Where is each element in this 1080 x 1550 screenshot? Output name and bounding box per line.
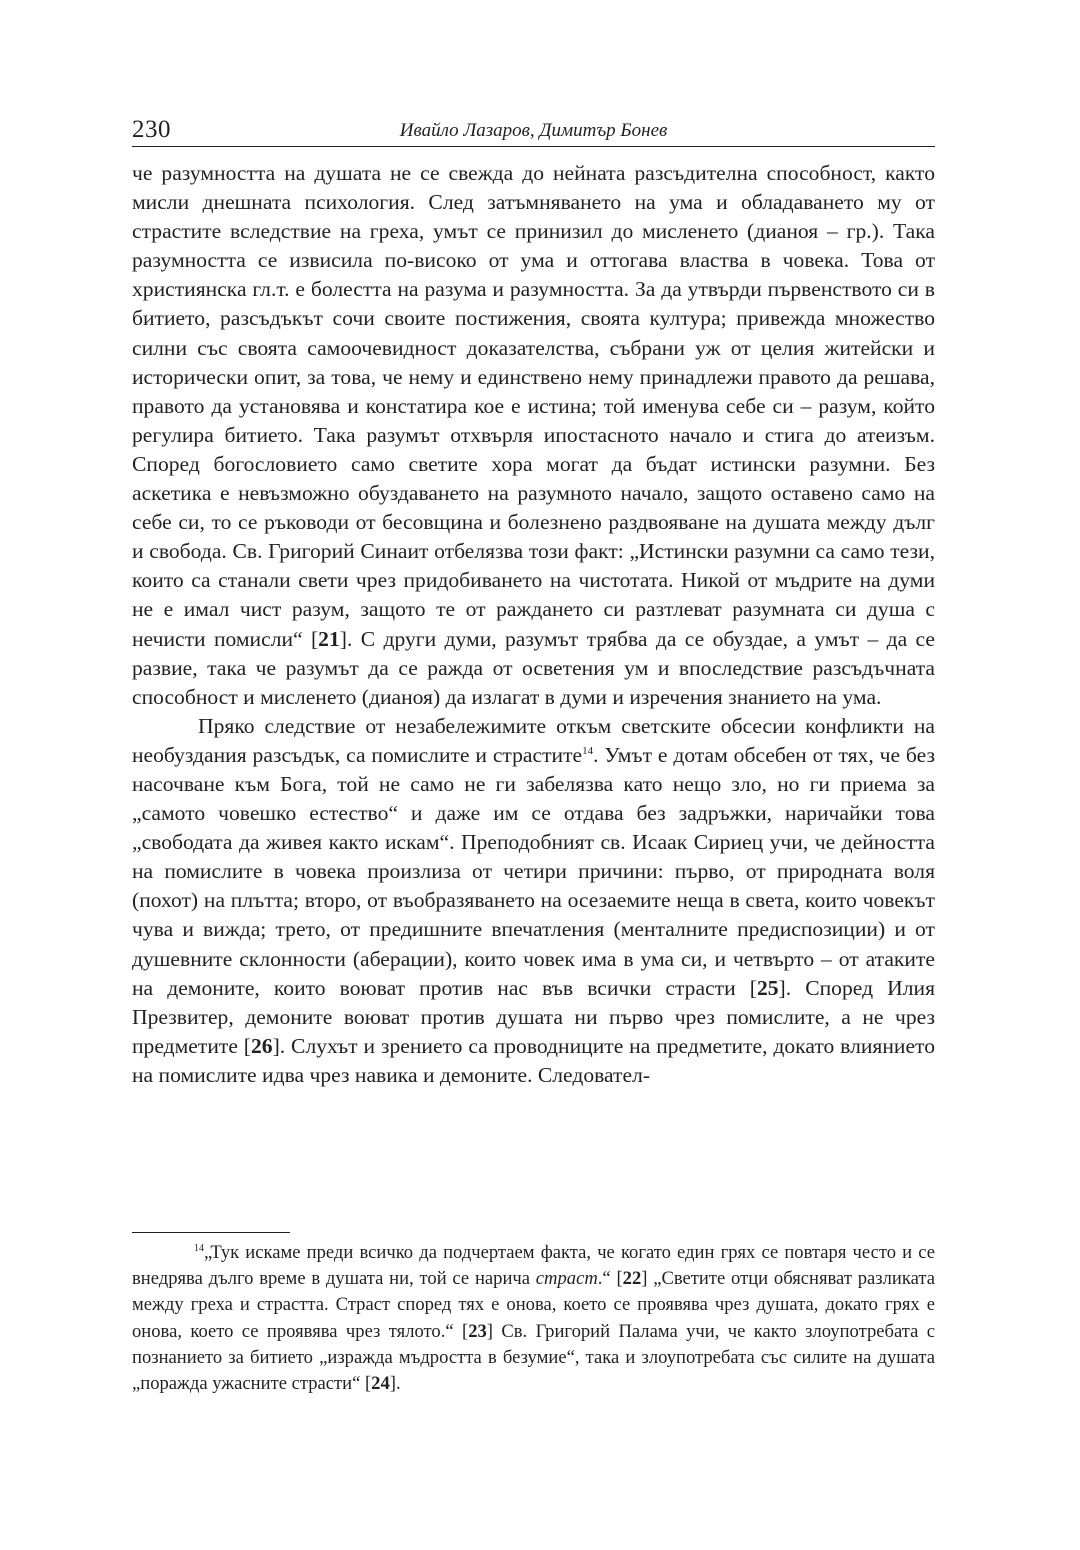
footnote-14 [132, 1240, 935, 1397]
footnote-emphasis: страст [535, 1268, 598, 1290]
footnote-number: 14 [194, 1242, 204, 1254]
paragraph-2-text-b: . Умът е дотам обсебен от тях, че без насочване към Бога, той не само не ги забелязва като нещо зло, но ги приема за „самото човешко естество“ и даже им се отдава без задръжки, наричайки това „свободата да живея както искам“. Преподобният св. Исаак Сириец учи, че дейността на помислите в човека произлиза от четири причини: първо, от природната воля (похот) на плътта; второ, от въобразяването на осезаемите неща в света, които човекът чува и вижда; трето, от предишните впечатления (менталните предиспозиции) и от душевните склонности (аберации), които човек има в ума си, и четвърто – от атаките на демоните, които воюват против нас във всички страсти [ [132, 742, 935, 1000]
footnote-text-c: ] „Светите отци обясняват разликата между греха и страстта. Страст според тях е онова, което се проявява чрез душата, докато грях е онова, което се проявява чрез тялото.“ [ [132, 1268, 935, 1342]
footnote-text-b: .“ [ [597, 1268, 623, 1290]
running-header [132, 114, 935, 147]
footnote-separator [132, 1232, 290, 1233]
citation-ref-22: 22 [622, 1268, 642, 1290]
citation-ref-21: 21 [318, 626, 340, 651]
paragraph-1-text-a: че разумността на душата не се свежда до нейната разсъдителна способност, както мисли днешната психология. След затъмняването на ума и обладаването му от страстите вследствие на греха, умът се принизил до мисленето (дианоя – гр.). Така разумността се извисила по-високо от ума и оттогава властва в човека. Това от християнска гл.т. е болестта на разума и разумността. За да утвърди първенството си в битието, разсъдъкът сочи своите постижения, своята култура; привежда множество силни със своята самоочевидност доказателства, събрани уж от целия житейски и исторически опит, за това, че нему и единствено нему принадлежи правото да решава, правото да установява и констатира кое е истина; той именува себе си – разум, който регулира битието. Така разумът отхвърля ипостасното начало и стига до атеизъм. Според богословието само светите хора могат да бъдат истински разумни. Без аскетика е невъзможно обуздаването на разумното начало, защото оставено само на себе си, то се ръководи от бесовщина и болезнено раздвояване на душата между дълг и свобода. Св. Григорий Синаит отбелязва този факт: „Истински разумни са само тези, които са станали свети чрез придобиването на чистотата. Никой от мъдрите на думи не е имал чист разум, защото те от раждането си разтлеват разумната си душа с нечисти помисли“ [ [132, 161, 935, 651]
page-number: 230 [132, 116, 171, 143]
citation-ref-26: 26 [250, 1033, 273, 1058]
footnote-text-a: „Тук искаме преди всичко да подчертаем факта, че когато един грях се повтаря често и се внедрява дълго време в душата ни, той се нарича [132, 1242, 935, 1290]
citation-ref-23: 23 [468, 1320, 487, 1342]
footnote-text-d: ] Св. Григорий Палама учи, че както злоупотребата с познанието за битието „изражда мъдростта в безумие“, така и злоупотребата със силите на душата „поражда ужасните страсти“ [ [132, 1320, 935, 1395]
footnote-paragraph [132, 1240, 935, 1397]
paragraph-2-text-a: Пряко следствие от незабележимите откъм светските обсесии конфликти на необуздания разсъдък, са помислите и страстите [132, 713, 935, 767]
running-header-authors: Ивайло Лазаров, Димитър Бонев [399, 120, 668, 141]
paragraph-1-text-b: ]. С други думи, разумът трябва да се обуздае, а умът – да се развие, така че разумът да се ражда от осветения ум и впоследствие разсъдъчната способност и мисленето (дианоя) да излагат в думи и изречения знанието на ума. [132, 626, 935, 709]
citation-ref-24: 24 [371, 1373, 390, 1395]
main-text [132, 159, 935, 1090]
paragraph-2-text-d: ]. Слухът и зрението са проводниците на предметите, докато влиянието на помислите идва чрез навика и демоните. Следовател- [132, 1033, 935, 1087]
paragraph-2-text-c: ]. Според Илия Презвитер, демоните воюват против душата ни първо чрез помислите, а не чрез предметите [ [132, 975, 936, 1058]
footnote-marker-14: 14 [582, 744, 594, 757]
paragraph-1 [132, 159, 935, 712]
footnote-text-e: ]. [389, 1373, 401, 1395]
paragraph-2 [132, 712, 935, 1090]
book-page [132, 0, 935, 1550]
citation-ref-25: 25 [756, 975, 779, 1000]
